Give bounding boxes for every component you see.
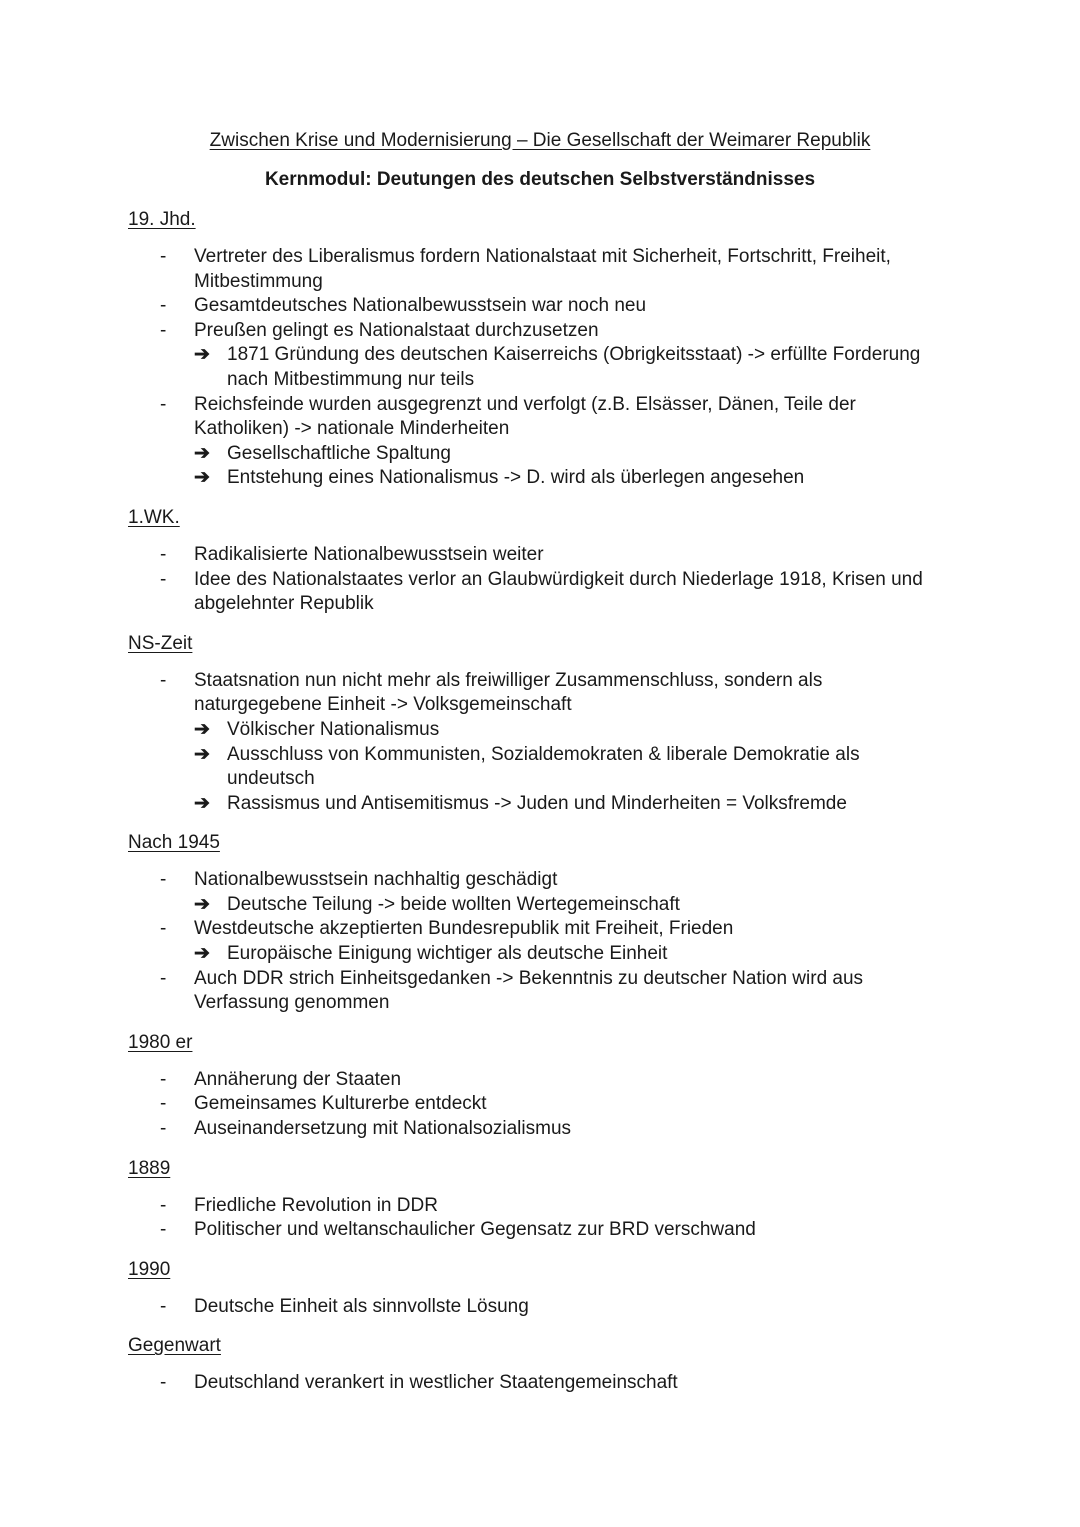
section-heading: 1990 — [128, 1258, 171, 1280]
arrow-right-icon: ➔ — [194, 792, 210, 814]
section — [128, 631, 948, 817]
list-item-text: Gemeinsames Kulturerbe entdeckt — [194, 1093, 487, 1115]
bullet-list — [128, 868, 948, 1016]
arrow-right-icon: ➔ — [194, 344, 210, 366]
list-item-text: Westdeutsche akzeptierten Bundesrepublik mit Freiheit, Frieden — [194, 918, 734, 940]
dash-list-item — [128, 543, 948, 568]
dash-list-item — [128, 1117, 948, 1142]
section-heading: 1980 er — [128, 1031, 193, 1053]
dash-icon: - — [160, 393, 167, 415]
dash-list-item — [128, 1092, 948, 1117]
arrow-right-icon: ➔ — [194, 743, 210, 765]
dash-list-item — [128, 967, 948, 1016]
section — [128, 207, 948, 491]
dash-icon: - — [160, 1093, 167, 1115]
section-heading: Nach 1945 — [128, 832, 220, 854]
arrow-right-icon: ➔ — [194, 442, 210, 464]
dash-list-item — [128, 568, 948, 617]
list-item-text: Annäherung der Staaten — [194, 1068, 402, 1090]
list-item-text: Entstehung eines Nationalismus -> D. wird als überlegen angesehen — [227, 467, 805, 489]
dash-icon: - — [160, 246, 167, 267]
list-item-text: Staatsnation nun nicht mehr als freiwilliger Zusammenschluss, sondern als naturgegebene Einheit -> Volksgemeinschaft — [194, 669, 823, 716]
section-heading: Gegenwart — [128, 1335, 221, 1357]
list-item-text: Radikalisierte Nationalbewusstsein weiter — [194, 543, 544, 565]
dash-icon: - — [160, 1194, 167, 1216]
dash-list-item — [128, 1371, 948, 1396]
dash-list-item — [128, 868, 948, 893]
arrow-right-icon: ➔ — [194, 943, 210, 965]
section — [128, 1156, 948, 1243]
bullet-list — [128, 1194, 948, 1243]
bullet-list — [128, 1295, 948, 1320]
dash-icon: - — [160, 1295, 167, 1317]
dash-icon: - — [160, 918, 167, 940]
list-item-text: Nationalbewusstsein nachhaltig geschädigt — [194, 869, 558, 891]
dash-icon: - — [160, 967, 167, 989]
arrow-list-item — [128, 442, 948, 467]
section — [128, 1257, 948, 1320]
dash-list-item — [128, 1194, 948, 1219]
dash-icon: - — [160, 319, 167, 341]
bullet-list — [128, 245, 948, 491]
list-item-text: Deutsche Einheit als sinnvollste Lösung — [194, 1295, 529, 1317]
section — [128, 830, 948, 1016]
arrow-list-item — [128, 743, 948, 792]
dash-icon: - — [160, 568, 167, 590]
arrow-list-item — [128, 792, 948, 817]
dash-list-item — [128, 1295, 948, 1320]
dash-list-item — [128, 1068, 948, 1093]
dash-icon: - — [160, 1068, 167, 1090]
dash-list-item — [128, 245, 948, 294]
document-body — [128, 207, 948, 1410]
dash-list-item — [128, 917, 948, 942]
list-item-text: Auseinandersetzung mit Nationalsozialismus — [194, 1118, 572, 1140]
document-subtitle: Kernmodul: Deutungen des deutschen Selbstverständnisses — [264, 169, 816, 190]
dash-list-item — [128, 319, 948, 344]
arrow-list-item — [128, 893, 948, 918]
section-heading: NS-Zeit — [128, 632, 193, 654]
list-item-text: Rassismus und Antisemitismus -> Juden und Minderheiten = Volksfremde — [227, 792, 847, 814]
arrow-list-item — [128, 718, 948, 743]
list-item-text: Preußen gelingt es Nationalstaat durchzusetzen — [194, 319, 599, 341]
list-item-text: Gesellschaftliche Spaltung — [227, 442, 451, 464]
list-item-text: Gesamtdeutsches Nationalbewusstsein war noch neu — [194, 295, 647, 317]
list-item-text: Politischer und weltanschaulicher Gegensatz zur BRD verschwand — [194, 1219, 756, 1241]
list-item-text: Deutsche Teilung -> beide wollten Wertegemeinschaft — [227, 893, 680, 915]
dash-icon: - — [160, 869, 167, 891]
dash-list-item — [128, 294, 948, 319]
arrow-right-icon: ➔ — [194, 718, 210, 740]
arrow-list-item — [128, 466, 948, 491]
section-heading: 19. Jhd. — [128, 209, 196, 230]
section — [128, 1333, 948, 1396]
list-item-text: Völkischer Nationalismus — [227, 718, 440, 740]
list-item-text: Vertreter des Liberalismus fordern Nationalstaat mit Sicherheit, Fortschritt, Freiheit, Mitbestimmung — [194, 246, 891, 292]
list-item-text: Idee des Nationalstaates verlor an Glaubwürdigkeit durch Niederlage 1918, Krisen und abgelehnter Republik — [194, 568, 923, 615]
dash-icon: - — [160, 295, 167, 317]
dash-icon: - — [160, 1118, 167, 1140]
list-item-text: Ausschluss von Kommunisten, Sozialdemokraten & liberale Demokratie als undeutsch — [227, 743, 860, 790]
dash-icon: - — [160, 1372, 167, 1394]
section — [128, 505, 948, 617]
bullet-list — [128, 1371, 948, 1396]
arrow-list-item — [128, 942, 948, 967]
section — [128, 1030, 948, 1142]
dash-icon: - — [160, 669, 167, 691]
list-item-text: 1871 Gründung des deutschen Kaiserreichs (Obrigkeitsstaat) -> erfüllte Forderung nach Mitbestimmung nur teils — [227, 344, 921, 390]
dash-icon: - — [160, 1219, 167, 1241]
bullet-list — [128, 1068, 948, 1142]
document-title: Zwischen Krise und Modernisierung – Die Gesellschaft der Weimarer Republik — [209, 130, 871, 151]
list-item-text: Auch DDR strich Einheitsgedanken -> Bekenntnis zu deutscher Nation wird aus Verfassung genommen — [194, 967, 864, 1014]
arrow-right-icon: ➔ — [194, 893, 210, 915]
list-item-text: Europäische Einigung wichtiger als deutsche Einheit — [227, 943, 668, 965]
arrow-right-icon: ➔ — [194, 467, 210, 489]
bullet-list — [128, 543, 948, 617]
list-item-text: Deutschland verankert in westlicher Staatengemeinschaft — [194, 1372, 678, 1394]
dash-list-item — [128, 393, 948, 442]
dash-icon: - — [160, 543, 167, 565]
section-heading: 1889 — [128, 1157, 171, 1179]
dash-list-item — [128, 1218, 948, 1243]
section-heading: 1.WK. — [128, 506, 180, 528]
list-item-text: Friedliche Revolution in DDR — [194, 1194, 438, 1216]
list-item-text: Reichsfeinde wurden ausgegrenzt und verfolgt (z.B. Elsässer, Dänen, Teile der Katholiken) -> nationale Minderheiten — [194, 393, 856, 440]
arrow-list-item — [128, 343, 948, 392]
bullet-list — [128, 669, 948, 817]
dash-list-item — [128, 669, 948, 718]
